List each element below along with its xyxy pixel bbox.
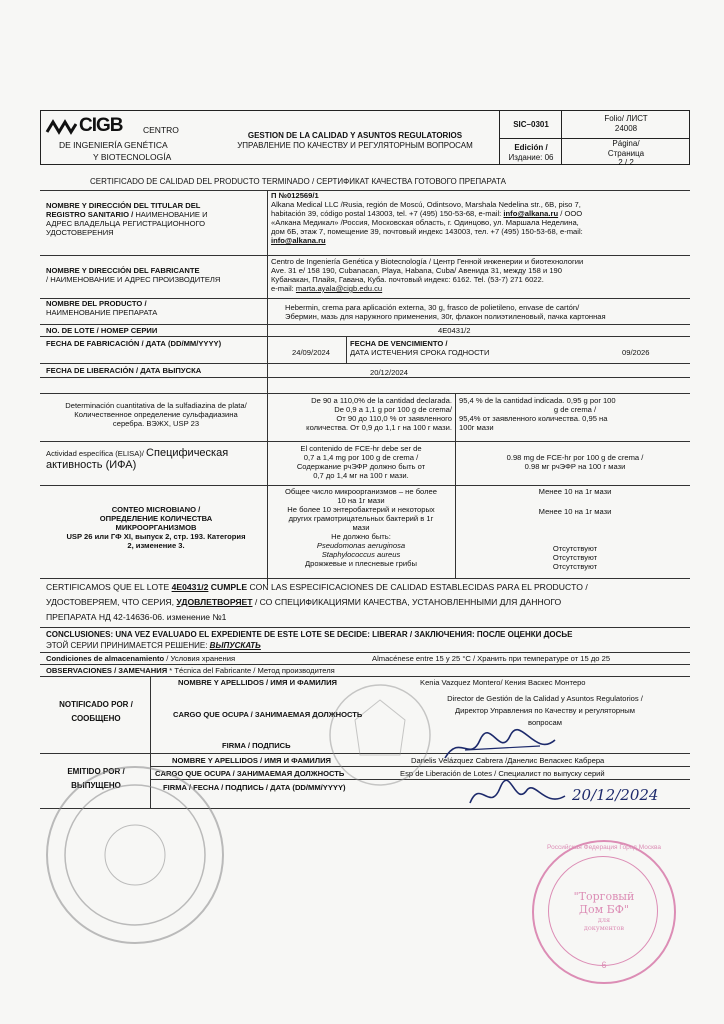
helix-icon [45, 118, 77, 136]
test3-name: CONTEO MICROBIANO / ОПРЕДЕЛЕНИЕ КОЛИЧЕСТВА МИКРООРГАНИЗМОВ USP 26 или ГФ XI, выпуск 2, стр. 193. Категория 2, изменение 3. [66, 505, 246, 550]
product-label: NOMBRE DEL PRODUCTO / НАИМЕНОВАНИЕ ПРЕПАРАТА [46, 299, 158, 317]
notified-name-value: Kenia Vazquez Montero/ Кения Васкес Монтеро [420, 678, 586, 687]
logo-mark: CIGB [79, 115, 123, 136]
edition-cell: Edición / Издание: 06 [499, 139, 562, 165]
exp-value: 09/2026 [622, 348, 650, 357]
cigb-gray-stamp [40, 760, 230, 950]
test3-spec: Общее число микроорганизмов – не более 10 на 1г мази Не более 10 энтеробактерий и некоторых других грамотрицательных бактерий в 1г мази Не должно быть: Pseudomonas aeruginosa Staphylococcus aureus Дрожжевые и плесневые грибы [285, 487, 437, 568]
gray-stamp-mid [325, 680, 435, 790]
emitted-position-label: CARGO QUE OCUPA / ЗАНИМАЕМАЯ ДОЛЖНОСТЬ [155, 769, 345, 778]
header-title [209, 131, 501, 151]
pink-stamp [532, 840, 676, 984]
lot-value: 4E0431/2 [438, 326, 471, 335]
holder-label: NOMBRE Y DIRECCIÓN DEL TITULAR DEL REGISTRO SANITARIO / НАИМЕНОВАНИЕ И АДРЕС ВЛАДЕЛЬЦА РЕГИСТРАЦИОННОГО УДОСТОВЕРЕНИЯ [46, 201, 208, 237]
pink-stamp-ring: Российская Федерация Город Москва [547, 844, 661, 851]
test1-result: 95,4 % de la cantidad indicada. 0,95 g por 100 g de crema / 95,4% от заявленного количества. 0,95 на 100г мази [459, 396, 616, 432]
holder-value: П №012569/1 Alkana Medical LLC /Rusia, región de Moscú, Odintsovo, Marshala Nedelina str., 6B, piso 7, habitación 39, código postal 143003, tel. +7 (495) 150-53-68, e-mail: info@alkana.ru / ООО «Алкана Медикал» /Россия, Московская область, г. Одинцово, ул. Маршала Неделина, дом 6Б, этаж 7, помещение 39, почтовый индекс 143003, тел. +7 (495) 150-53-68, e-mail: info@alkana.ru [271, 191, 691, 245]
certificate-title: CERTIFICADO DE CALIDAD DEL PRODUCTO TERMINADO / СЕРТИФИКАТ КАЧЕСТВА ГОТОВОГО ПРЕПАРАТА [90, 177, 506, 186]
page-cell: Página/ Страница 2 / 2 [561, 139, 690, 165]
test2-name: Actividad específica (ELISA)/ Специфическая активность (ИФА) [46, 447, 229, 471]
conclusions: CONCLUSIONES: UNA VEZ EVALUADO EL EXPEDIENTE DE ESTE LOTE SE DECIDE: LIBERAR / ЗАКЛЮЧЕНИЯ: ПОСЛЕ ОЦЕНКИ ДОСЬЕ ЭТОЙ СЕРИИ ПРИНИМАЕТСЯ РЕШЕНИЕ: ВЫПУСКАТЬ [46, 630, 573, 650]
test2-spec: El contenido de FCE-hr debe ser de 0,7 a 1,4 mg por 100 g de crema / Содержание рчЭФР должно быть от 0,7 до 1,4 мг на 100 г мази. [296, 444, 426, 480]
logo-line2: DE INGENIERÍA GENÉTICA [59, 140, 168, 150]
maker-label: NOMBRE Y DIRECCIÓN DEL FABRICANTE / НАИМЕНОВАНИЕ И АДРЕС ПРОИЗВОДИТЕЛЯ [46, 266, 221, 284]
notified-position-value: Director de Gestión de la Calidad y Asuntos Regulatorios / Директор Управления по Качеству и регуляторным вопросам [447, 694, 643, 727]
notified-sign-label: FIRMA / ПОДПИСЬ [222, 741, 291, 750]
doc-code: SIC–0301 [499, 111, 562, 139]
product-value: Hebermin, crema para aplicación externa, 30 g, frasco de polietileno, envase de cartón/ Эбермин, мазь для наружного применения, 30г, флакон полиэтиленовый, пачка картонная [285, 303, 606, 321]
test2-result: 0.98 mg de FCE-hr por 100 g de crema / 0.98 мг рчЭФР на 100 г мази [506, 453, 644, 471]
logo-line1: CENTRO [143, 125, 179, 135]
test1-spec: De 90 a 110,0% de la cantidad declarada. De 0,9 a 1,1 g por 100 g de crema/ От 90 до 110,0 % от заявленного количества. От 0,9 до 1,1 г на 100 г мази. [306, 396, 452, 432]
maker-value: Centro de Ingeniería Genética y Biotecnología / Центр Генной инженерии и биотехнологии Ave. 31 e/ 158 190, Cubanacan, Playa, Habana, Cuba/ Авенида 31, между 158 и 190 Кубанакан, Плайя, Гавана, Куба. почтовый индекс: 6162. Tel. (53-7) 271 6022. e-mail: marta.ayala@cigb.edu.cu [271, 257, 584, 293]
certify-statement: CERTIFICAMOS QUE EL LOTE 4E0431/2 CUMPLE CON LAS ESPECIFICACIONES DE CALIDAD ESTABLECIDAS PARA EL PRODUCTO / УДОСТОВЕРЯЕМ, ЧТО СЕРИЯ, УДОВЛЕТВОРЯЕТ / СО СПЕЦИФИКАЦИЯМИ КАЧЕСТВА, УСТАНОВЛЕННЫМИ ДЛЯ ДАННОГО ПРЕПАРАТА НД 42-14636-06. изменение №1 [46, 582, 588, 622]
release-value: 20/12/2024 [370, 368, 409, 377]
emitted-label: EMITIDO POR / ВЫПУЩЕНО [67, 767, 125, 790]
signature-emitted [465, 778, 575, 818]
header-title-es: GESTION DE LA CALIDAD Y ASUNTOS REGULATORIOS [247, 131, 463, 140]
pink-stamp-name: "Торговый Дом БФ" для документов [573, 890, 635, 932]
notified-name-label: NOMBRE Y APELLIDOS / ИМЯ И ФАМИЛИЯ [178, 678, 337, 687]
exp-label: FECHA DE VENCIMIENTO / ДАТА ИСТЕЧЕНИЯ СРОКА ГОДНОСТИ [350, 339, 490, 357]
observations: OBSERVACIONES / ЗАМЕЧАНИЯ * Técnica del Fabricante / Метод производителя [46, 666, 335, 675]
storage-value: Almacénese entre 15 y 25 °C / Хранить при температуре от 15 до 25 [372, 654, 611, 663]
storage-label: Condiciones de almacenamiento / Условия хранения [46, 654, 236, 663]
signature-notified [440, 728, 560, 768]
notified-position-label: CARGO QUE OCUPA / ЗАНИМАЕМАЯ ДОЛЖНОСТЬ [173, 710, 363, 719]
fab-value: 24/09/2024 [292, 348, 331, 357]
document-header [40, 110, 690, 165]
handwritten-date: 20/12/2024 [572, 786, 659, 804]
emitted-name-label: NOMBRE Y APELLIDOS / ИМЯ И ФАМИЛИЯ [172, 756, 331, 765]
maker-email[interactable]: marta.ayala@cigb.edu.cu [295, 284, 383, 293]
pink-stamp-number: 6 [601, 960, 607, 970]
logo-line3: Y BIOTECNOLOGÍA [93, 152, 172, 162]
emitted-position-value: Esp de Liberación de Lotes / Специалист по выпуску серий [400, 769, 605, 778]
folio-cell: Folio/ ЛИСТ 24008 [561, 111, 690, 139]
holder-email[interactable]: info@alkana.ru [503, 209, 559, 218]
test1-name: Determinación cuantitativa de la sulfadiazina de plata/ Количественное определение сульфадиазина серебра. ВЭЖХ, USP 23 [65, 401, 247, 428]
release-label: FECHA DE LIBERACIÓN / ДАТА ВЫПУСКА [46, 366, 202, 375]
lot-label: NO. DE LOTE / НОМЕР СЕРИИ [46, 326, 158, 335]
test3-result: Менее 10 на 1г мази Менее 10 на 1г мази Отсутствуют Отсутствуют Отсутствуют [538, 487, 612, 571]
emitted-name-value: Danelis Velázquez Cabrera /Данелис Веласкес Кабрера [411, 756, 605, 765]
holder-email-2[interactable]: info@alkana.ru [271, 236, 326, 245]
notified-label: NOTIFICADO POR / СООБЩЕНО [59, 700, 133, 723]
header-title-ru: УПРАВЛЕНИЕ ПО КАЧЕСТВУ И РЕГУЛЯТОРНЫМ ВОПРОСАМ [237, 141, 473, 150]
fab-label: FECHA DE FABRICACIÓN / ДАТА (DD/MM/YYYY) [46, 339, 222, 348]
emitted-sign-label: FIRMA / FECHA / ПОДПИСЬ / ДАТА (DD/MM/YYYY) [163, 783, 346, 792]
